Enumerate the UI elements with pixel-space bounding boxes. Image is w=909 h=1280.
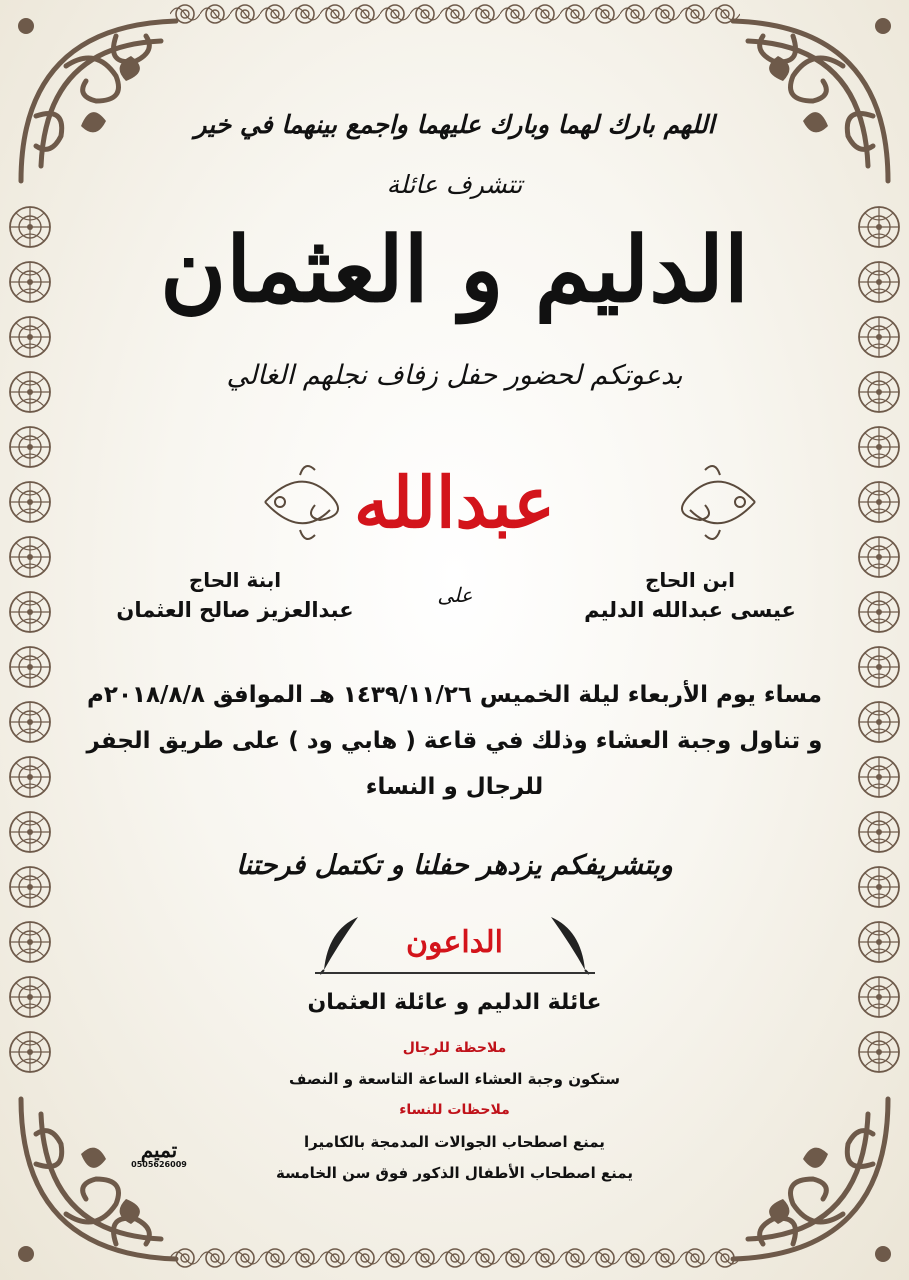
groom-parent-block (570, 568, 810, 622)
groom-parent-name: عيسى عبدالله الدليم (584, 598, 796, 622)
closing-line: وبتشريفكم يزدهر حفلنا و تكتمل فرحتنا (236, 850, 673, 881)
top-ornament-band (170, 0, 740, 28)
men-note-line: ستكون وجبة العشاء الساعة التاسعة و النصف (288, 1070, 621, 1088)
families-heading: الدليم و العثمان (160, 217, 749, 323)
signature-divider (315, 972, 595, 974)
designer-phone: 0505626009 (131, 1160, 187, 1169)
event-details (0, 672, 909, 810)
groom-first-name: عبدالله (353, 461, 556, 544)
inviters-names: عائلة الدليم و عائلة العثمان (307, 990, 602, 1015)
men-note-heading: ملاحظة للرجال (402, 1040, 507, 1056)
designer-logo (128, 1140, 190, 1169)
groom-parent-title: ابن الحاج (644, 568, 736, 592)
event-date-line: مساء يوم الأربعاء ليلة الخميس ١٤٣٩/١١/٢٦ هـ الموافق ٢٠١٨/٨/٨م (87, 682, 822, 708)
event-venue-line: و تناول وجبة العشاء وذلك في قاعة ( هابي ود ) على طريق الجفر (86, 728, 823, 754)
bride-parent-title: ابنة الحاج (188, 568, 282, 592)
women-note-line: يمنع اصطحاب الأطفال الذكور فوق سن الخامسة (276, 1164, 633, 1182)
honored-line: تتشرف عائلة (386, 170, 523, 199)
women-note-line: يمنع اصطحاب الجوالات المدمجة بالكاميرا (304, 1133, 605, 1151)
event-audience-line: للرجال و النساء (365, 774, 544, 800)
inviters-title: الداعون (406, 925, 503, 960)
corner-ornament-top-left (6, 6, 196, 196)
designer-logo-mark: تميم (140, 1138, 178, 1162)
invite-line: بدعوتكم لحضور حفل زفاف نجلهم الغالي (226, 360, 683, 391)
bride-parent-block (100, 568, 370, 622)
bottom-ornament-band (170, 1244, 740, 1276)
women-note-heading: ملاحظات للنساء (399, 1102, 510, 1118)
corner-ornament-top-right (713, 6, 903, 196)
conjunction-text: على (437, 583, 473, 607)
bride-parent-name: عبدالعزيز صالح العثمان (116, 598, 354, 622)
blessing-line: اللهم بارك لهما وبارك عليهما واجمع بينهما في خير (194, 110, 715, 139)
